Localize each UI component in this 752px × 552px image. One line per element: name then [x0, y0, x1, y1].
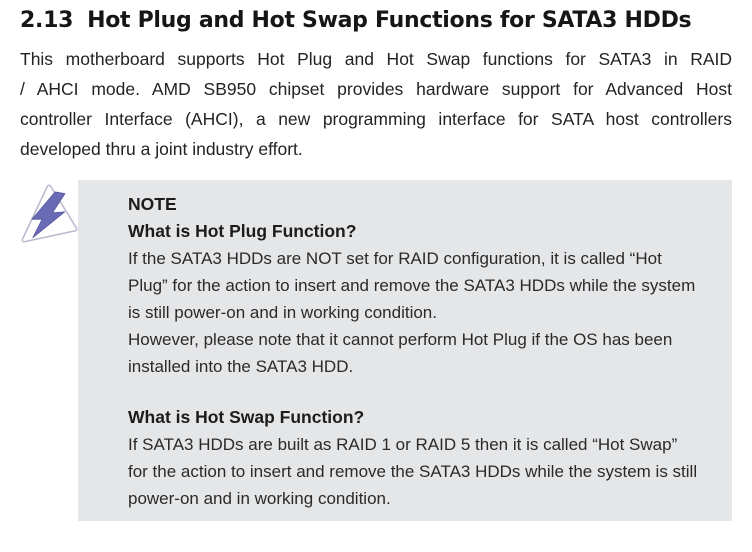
note-line: for the action to insert and remove the SATA3 HDDs while the system is still	[128, 462, 698, 481]
section-number: 2.13	[20, 8, 74, 33]
intro-line: controller Interface (AHCI), a new programming interface for SATA host controllers	[20, 109, 732, 129]
note-line: Plug” for the action to insert and remove the SATA3 HDDs while the system	[128, 276, 696, 295]
paragraph-gap	[128, 380, 728, 404]
note-line: power-on and in working condition.	[128, 489, 391, 508]
note-line: is still power-on and in working condition.	[128, 303, 437, 322]
note-line: If SATA3 HDDs are built as RAID 1 or RAID 5 then it is called “Hot Swap”	[128, 435, 678, 454]
section-heading	[20, 8, 691, 33]
note-content	[128, 191, 728, 512]
warning-lightning-icon	[20, 184, 78, 246]
intro-line: / AHCI mode. AMD SB950 chipset provides hardware support for Advanced Host	[20, 79, 732, 99]
intro-line: developed thru a joint industry effort.	[20, 139, 303, 159]
note-line: If the SATA3 HDDs are NOT set for RAID configuration, it is called “Hot	[128, 249, 662, 268]
note-line: installed into the SATA3 HDD.	[128, 357, 354, 376]
note-line: However, please note that it cannot perform Hot Plug if the OS has been	[128, 330, 673, 349]
hot-swap-question: What is Hot Swap Function?	[128, 407, 365, 427]
intro-line: This motherboard supports Hot Plug and Hot Swap functions for SATA3 in RAID	[20, 49, 732, 69]
hot-plug-question: What is Hot Plug Function?	[128, 221, 357, 241]
intro-paragraph	[20, 44, 732, 164]
note-label: NOTE	[128, 194, 177, 214]
section-title: Hot Plug and Hot Swap Functions for SATA3 HDDs	[87, 8, 692, 33]
